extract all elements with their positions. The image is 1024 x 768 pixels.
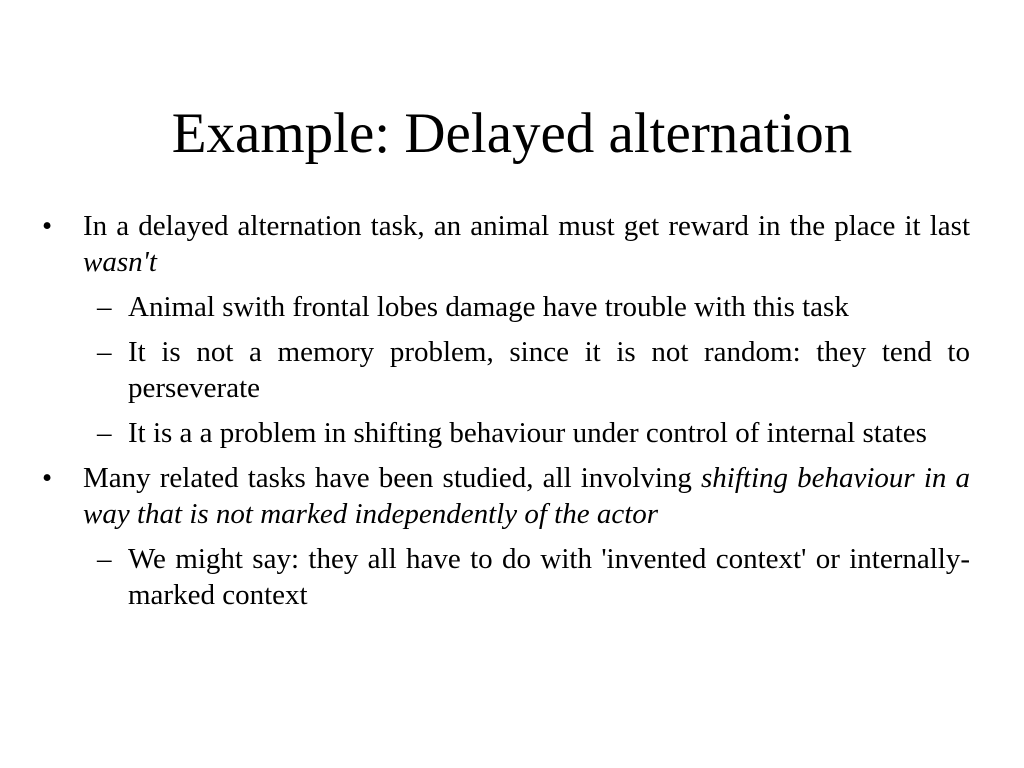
bullet-item <box>42 208 970 280</box>
sub-bullet-item <box>42 415 970 451</box>
bullet-text: Many related tasks have been studied, all involving <box>83 462 702 494</box>
dash-marker: – <box>97 336 112 368</box>
sub-bullet-text: It is a a problem in shifting behaviour under control of internal states <box>128 417 927 449</box>
sub-bullet-text: We might say: they all have to do with 'invented context' or internally-marked context <box>128 543 970 611</box>
sub-bullet-item <box>42 541 970 613</box>
bullet-emphasis: shifting behaviour in a way that is not marked independently of the actor <box>83 462 970 530</box>
bullet-emphasis: wasn't <box>83 246 157 278</box>
slide-title: Example: Delayed alternation <box>171 102 853 165</box>
sub-bullet-item <box>42 334 970 406</box>
bullet-marker: • <box>42 462 53 494</box>
slide-body <box>42 208 970 622</box>
dash-marker: – <box>97 291 112 323</box>
bullet-marker: • <box>42 210 53 242</box>
bullet-item <box>42 460 970 532</box>
bullet-text: In a delayed alternation task, an animal must get reward in the place it last <box>83 210 970 242</box>
sub-bullet-item <box>42 289 970 325</box>
sub-bullet-text: It is not a memory problem, since it is not random: they tend to perseverate <box>128 336 970 404</box>
sub-bullet-text: Animal swith frontal lobes damage have trouble with this task <box>128 291 849 323</box>
dash-marker: – <box>97 543 112 575</box>
dash-marker: – <box>97 417 112 449</box>
